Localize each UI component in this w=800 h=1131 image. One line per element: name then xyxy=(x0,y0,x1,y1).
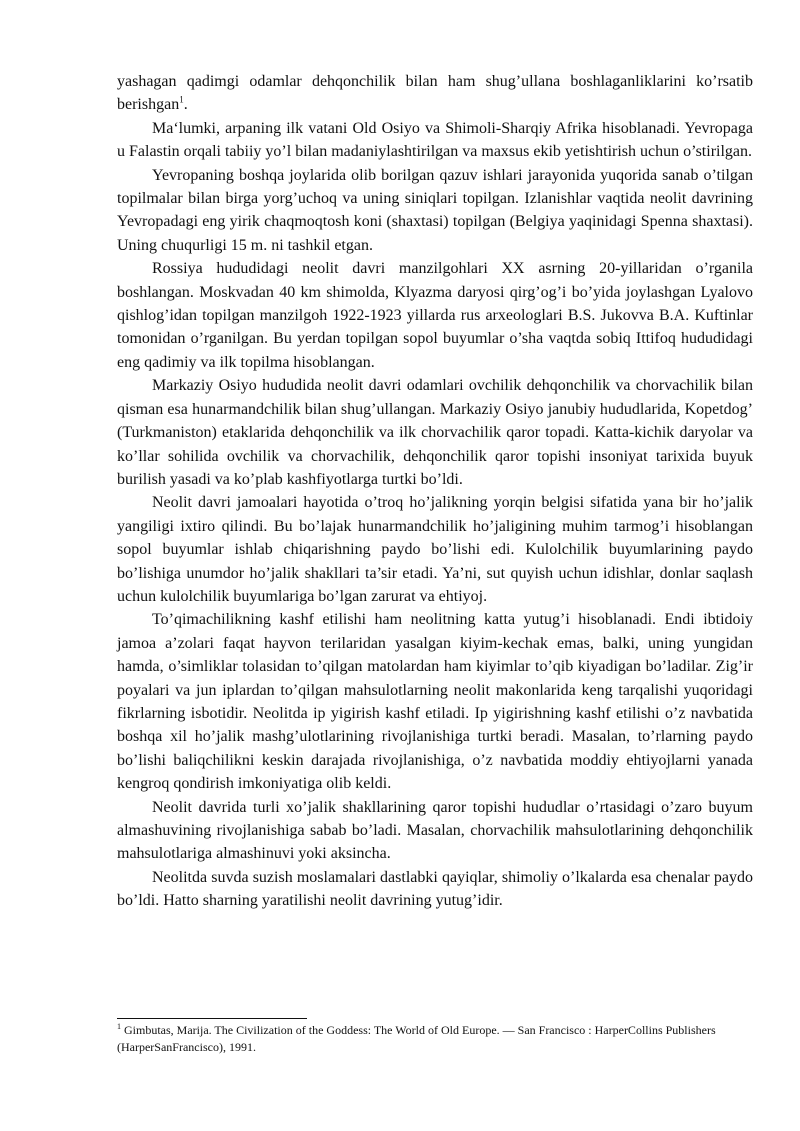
paragraph-5: Markaziy Osiyo hududida neolit davri odamlari ovchilik dehqonchilik va chorvachilik bilan qisman esa hunarmandchilik bilan shug’ullangan. Markaziy Osiyo janubiy hududlarida, Kopetdog’ (Turkmaniston) etaklarida dehqonchilik va ilk chorvachilik qaror topadi. Katta-kichik daryolar va ko’llar sohilida ovchilik va chorvachilik, dehqonchilik qaror topishi insoniyat tarixida buyuk burilish yasadi va ko’plab kashfiyotlarga turtki bo’ldi. xyxy=(117,377,753,488)
paragraph-1-text: yashagan qadimgi odamlar dehqonchilik bilan ham shug’ullana boshlaganliklarini ko’rsatib berishgan xyxy=(117,73,753,114)
paragraph-7: To’qimachilikning kashf etilishi ham neolitning katta yutug’i hisoblanadi. Endi ibtidoiy jamoa a’zolari faqat hayvon terilaridan yasalgan kiyim-kechak emas, balki, uning yungidan hamda, o’simliklar tolasidan to’qilgan matolardan ham kiyimlar to’qib kiyadigan bo’ladilar. Zig’ir poyalari va jun iplardan to’qilgan mahsulotlarning neolit makonlarida keng tarqalishi yuqoridagi fikrlarning isbotidir. Neolitda ip yigirish kashf etiladi. Ip yigirishning kashf etilishi o’z navbatida boshqa xil ho’jalik mashg’ulotlarining rivojlanishiga turtki beradi. Masalan, to’rlarning paydo bo’lishi baliqchilikni keskin darajada rivojlanishiga, o’z navbatida moddiy ehtiyojlarni yanada kengroq qondirish imkoniyatiga olib keldi. xyxy=(117,611,753,793)
footnote xyxy=(117,1022,753,1055)
paragraph-3: Yevropaning boshqa joylarida olib borilgan qazuv ishlari jarayonida yuqorida sanab o’tilgan topilmalar bilan birga yorg’uchoq va uning siniqlari topilgan. Izlanishlar vaqtida neolit davrining Yevropadagi eng yirik chaqmoqtosh koni (shaxtasi) topilgan (Belgiya yaqinidagi Spenna shaxtasi). Uning chuqurligi 15 m. ni tashkil etgan. xyxy=(117,166,753,254)
paragraph-4: Rossiya hududidagi neolit davri manzilgohlari XX asrning 20-yillaridan o’rganila boshlangan. Moskvadan 40 km shimolda, Klyazma daryosi qirg’og’i bo’yida joylashgan Lyalovo qishlog’idan topilgan manzilgoh 1922-1923 yillarda rus arxeologlari B.S. Jukovva B.A. Kuftinlar tomonidan o’rganilgan. Bu yerdan topilgan sopol buyumlar o’sha vaqtda sobiq Ittifoq hududidagi eng qadimiy va ilk topilma hisoblangan. xyxy=(117,260,753,371)
paragraph-2: Ma‘lumki, arpaning ilk vatani Old Osiyo va Shimoli-Sharqiy Afrika hisoblanadi. Yevropaga u Falastin orqali tabiiy yo’l bilan madaniylashtirilgan va maxsus ekib yetishtirish uchun o’stirilgan. xyxy=(117,119,753,161)
paragraph-8: Neolit davrida turli xo’jalik shakllarining qaror topishi hududlar o’rtasidagi o’zaro buyum almashuvining rivojlanishiga sabab bo’ladi. Masalan, chorvachilik mahsulotlarining dehqonchilik mahsulotlariga almashinuvi yoki aksincha. xyxy=(117,798,753,863)
footnote-reference[interactable]: 1 xyxy=(179,95,184,106)
paragraph-1 xyxy=(117,70,753,117)
paragraph-9: Neolitda suvda suzish moslamalari dastlabki qayiqlar, shimoliy o’lkalarda esa chenalar paydo bo’ldi. Hatto sharning yaratilishi neolit davrining yutug’idir. xyxy=(117,868,753,910)
paragraph-1-tail: . xyxy=(183,96,188,114)
footnote-divider xyxy=(117,1018,307,1019)
footnote-number: 1 xyxy=(117,1022,121,1031)
page-body xyxy=(117,70,753,913)
footnote-text: Gimbutas, Marija. The Civilization of the Goddess: The World of Old Europe. — San Francisco : HarperCollins Publishers (HarperSanFrancisco), 1991. xyxy=(117,1023,716,1054)
paragraph-6: Neolit davri jamoalari hayotida o’troq ho’jalikning yorqin belgisi sifatida yana bir ho’jalik yangiligi ixtiro qilindi. Bu bo’lajak hunarmandchilik ho’jaligining muhim tarmog’i hisoblangan sopol buyumlar ishlab chiqarishning paydo bo’lishi edi. Kulolchilik buyumlarining paydo bo’lishiga unumdor ho’jalik shakllari ta’sir etadi. Ya’ni, sut quyish uchun idishlar, donlar saqlash uchun kulolchilik buyumlariga bo’lgan zarurat va ehtiyoj. xyxy=(117,494,753,605)
